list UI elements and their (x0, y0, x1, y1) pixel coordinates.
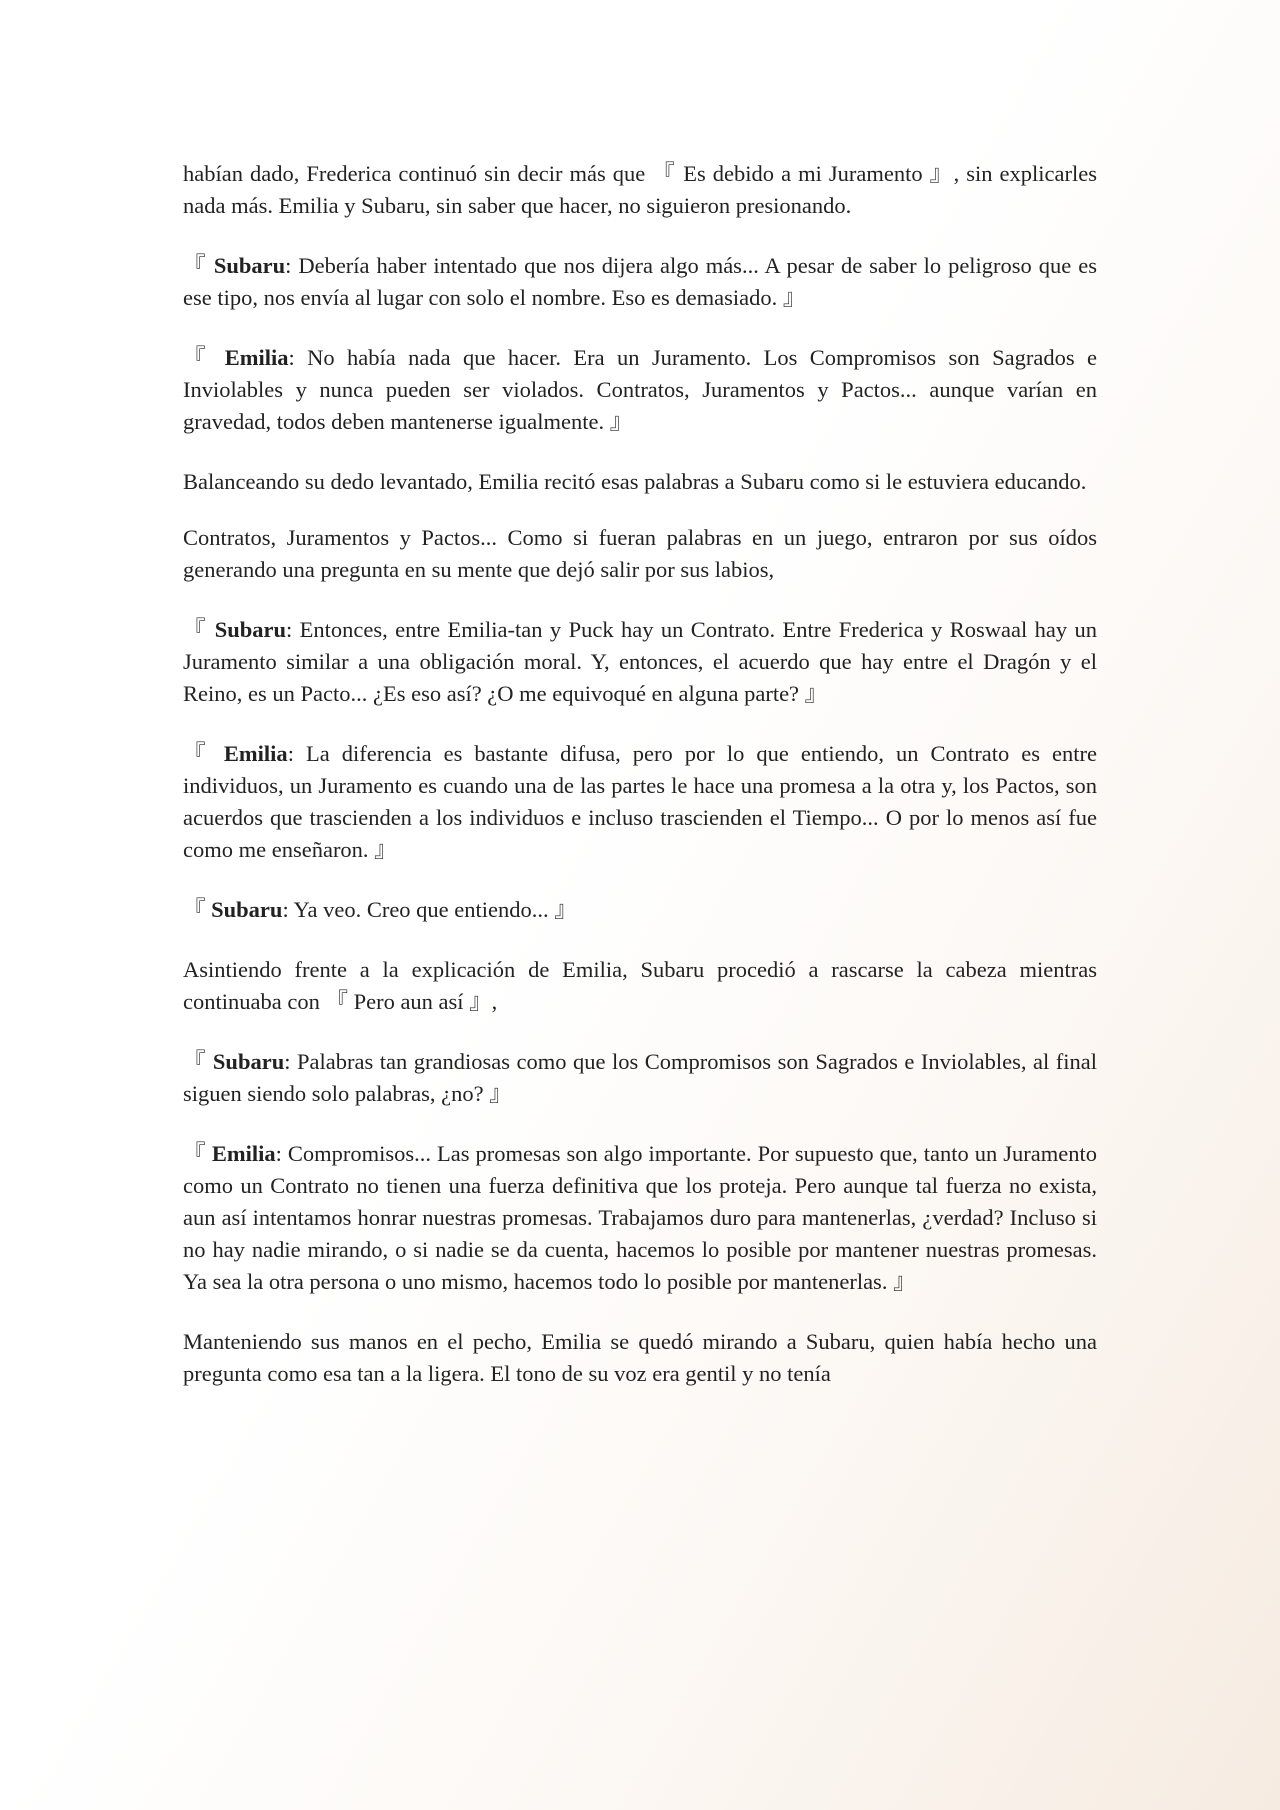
paragraph-dialogue: 『 Subaru: Debería haber intentado que nos dijera algo más... A pesar de saber lo peligroso que es ese tipo, nos envía al lugar con solo el nombre. Eso es demasiado. 』 (183, 253, 1097, 310)
speaker-name: Subaru (214, 617, 286, 642)
speaker-name: Emilia (224, 345, 289, 370)
speaker-name: Emilia (223, 741, 288, 766)
speaker-name: Subaru (213, 253, 286, 278)
paragraph-narration: habían dado, Frederica continuó sin decir más que 『 Es debido a mi Juramento 』, sin explicarles nada más. Emilia y Subaru, sin saber que hacer, no siguieron presionando. (183, 161, 1097, 218)
paragraph-narration: Contratos, Juramentos y Pactos... Como si fueran palabras en un juego, entraron por sus oídos generando una pregunta en su mente que dejó salir por sus labios, (183, 525, 1097, 582)
paragraph-dialogue: 『 Emilia: La diferencia es bastante difusa, pero por lo que entiendo, un Contrato es entre individuos, un Juramento es cuando una de las partes le hace una promesa a la otra y, los Pactos, son acuerdos que trascienden a los individuos e incluso trascienden el Tiempo... O por lo menos así fue como me enseñaron. 』 (183, 741, 1097, 862)
paragraph-narration: Manteniendo sus manos en el pecho, Emilia se quedó mirando a Subaru, quien había hecho una pregunta como esa tan a la ligera. El tono de su voz era gentil y no tenía (183, 1329, 1097, 1386)
speaker-name: Emilia (211, 1141, 276, 1166)
paragraph-narration: Asintiendo frente a la explicación de Emilia, Subaru procedió a rascarse la cabeza mientras continuaba con 『 Pero aun así 』, (183, 957, 1097, 1014)
speaker-name: Subaru (212, 1049, 285, 1074)
paragraph-dialogue: 『 Emilia: Compromisos... Las promesas son algo importante. Por supuesto que, tanto un Juramento como un Contrato no tienen una fuerza definitiva que los proteja. Pero aunque tal fuerza no exista, aun así intentamos honrar nuestras promesas. Trabajamos duro para mantenerlas, ¿verdad? Incluso si no hay nadie mirando, o si nadie se da cuenta, hacemos lo posible por mantener nuestras promesas. Ya sea la otra persona o uno mismo, hacemos todo lo posible por mantenerlas. 』 (183, 1141, 1097, 1294)
paragraph-dialogue: 『 Subaru: Palabras tan grandiosas como que los Compromisos son Sagrados e Inviolables, al final siguen siendo solo palabras, ¿no? 』 (183, 1049, 1097, 1106)
paragraph-dialogue: 『 Emilia: No había nada que hacer. Era un Juramento. Los Compromisos son Sagrados e Inviolables y nunca pueden ser violados. Contratos, Juramentos y Pactos... aunque varían en gravedad, todos deben mantenerse igualmente. 』 (183, 345, 1097, 434)
paragraph-dialogue: 『 Subaru: Entonces, entre Emilia-tan y Puck hay un Contrato. Entre Frederica y Roswaal hay un Juramento similar a una obligación moral. Y, entonces, el acuerdo que hay entre el Dragón y el Reino, es un Pacto... ¿Es eso así? ¿O me equivoqué en alguna parte? 』 (183, 617, 1097, 706)
paragraph-narration: Balanceando su dedo levantado, Emilia recitó esas palabras a Subaru como si le estuviera educando. (183, 469, 1087, 494)
speaker-name: Subaru (211, 897, 283, 922)
paragraph-dialogue: 『 Subaru: Ya veo. Creo que entiendo... 』 (183, 897, 577, 922)
document-page (183, 158, 1097, 1418)
